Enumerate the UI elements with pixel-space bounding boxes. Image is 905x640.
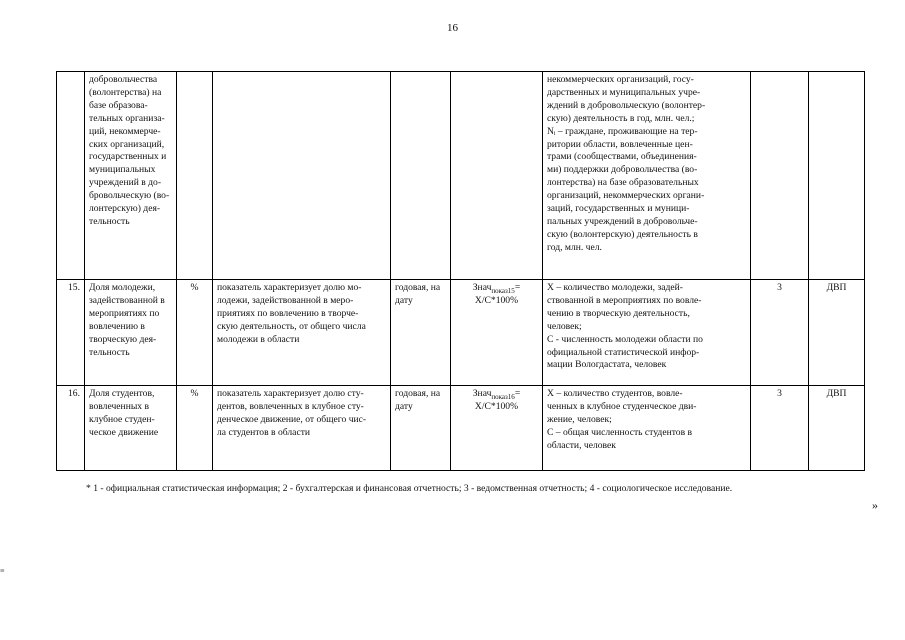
variables-description-line: пальных учреждений в добровольче- (547, 215, 698, 227)
formula-expression: Х/С*100% (474, 400, 519, 412)
definition-cell (213, 72, 391, 280)
responsible-cell: ДВП (809, 386, 865, 471)
variables-description-line: человек; (547, 320, 582, 332)
variables-description-line: области, человек (547, 439, 616, 451)
definition-line: скую деятельность, от общего числа (217, 320, 366, 332)
indicator-name-line: государственных и (89, 151, 167, 163)
indicator-name-line: творческую дея- (89, 333, 157, 345)
indicator-name-line: Доля студентов, (89, 388, 155, 399)
variables-description-line: официальной статистической инфор- (547, 346, 700, 358)
definition-cell (213, 280, 391, 386)
unit-cell (177, 72, 213, 280)
formula-subscript: показ16 (491, 392, 515, 401)
periodicity-cell (391, 386, 451, 471)
formula-subscript: показ15 (491, 286, 515, 295)
table-row (57, 72, 865, 280)
indicator-table (56, 71, 865, 471)
variables-description-line: Nᵢ – граждане, проживающие на тер- (547, 125, 698, 137)
variables-description-line: год, млн. чел. (547, 241, 602, 253)
periodicity-line: годовая, на (395, 282, 441, 293)
indicator-name-line: клубное студен- (89, 413, 155, 425)
variables-description-line: С - численность молодежи области по (547, 333, 703, 345)
definition-line: дентов, вовлеченных в клубное сту- (217, 400, 364, 412)
indicator-name-line: тельных организа- (89, 112, 165, 124)
variables-description-line: ждений в добровольческую (волонтер- (547, 99, 706, 111)
indicator-name-cell (85, 72, 177, 280)
variables-description-line: лонтерства) на базе образовательных (547, 177, 699, 189)
variables-description-line: ритории области, вовлеченные цен- (547, 138, 693, 150)
variables-description-line: ченных в клубное студенческое дви- (547, 400, 697, 412)
variables-description-cell (543, 280, 751, 386)
periodicity-line: годовая, на (395, 388, 441, 399)
variables-description-line: организаций, некоммерческих органи- (547, 190, 705, 202)
table-row (57, 280, 865, 386)
variables-description-line: заций, государственных и муници- (547, 203, 690, 215)
definition-line: ла студентов в области (217, 426, 311, 438)
indicator-name-line: ческое движение (89, 426, 159, 438)
definition-line: показатель характеризует долю мо- (217, 282, 362, 293)
indicator-name-line: муниципальных (89, 164, 156, 176)
responsible-cell (809, 72, 865, 280)
indicator-name-line: тельность (89, 215, 130, 227)
formula-cell (451, 386, 543, 471)
definition-line: показатель характеризует долю сту- (217, 388, 364, 399)
responsible-cell: ДВП (809, 280, 865, 386)
unit-cell: % (177, 386, 213, 471)
variables-description-line: Х – количество молодежи, задей- (547, 282, 683, 293)
variables-description-line: Х – количество студентов, вовле- (547, 388, 683, 399)
variables-description-line: ми) поддержки добровольчества (во- (547, 164, 698, 176)
periodicity-cell (391, 280, 451, 386)
periodicity-line: дату (395, 294, 413, 306)
variables-description-line: дарственных и муниципальных учре- (547, 86, 701, 98)
formula-equals: = (514, 388, 521, 399)
indicator-name-line: вовлечению в (89, 320, 145, 332)
variables-description-line: жение, человек; (547, 413, 612, 425)
definition-line: приятиях по вовлечению в творче- (217, 307, 359, 319)
indicator-name-cell (85, 280, 177, 386)
periodicity-line: дату (395, 400, 413, 412)
row-number-cell: 16. (57, 386, 85, 471)
indicator-name-line: ских организаций, (89, 138, 165, 150)
variables-description-line: скую (волонтерскую) деятельность в (547, 228, 698, 240)
definition-line: денческое движение, от общего чис- (217, 413, 367, 425)
formula-cell (451, 72, 543, 280)
variables-description-line: скую) деятельность в год, млн. чел.; (547, 112, 695, 124)
indicator-name-line: (волонтерства) на (89, 86, 162, 98)
formula-symbol: Знач (472, 388, 492, 399)
indicator-name-line: базе образова- (89, 99, 148, 111)
variables-description-cell (543, 72, 751, 280)
definition-line: лодежи, задействованной в меро- (217, 294, 354, 306)
indicator-name-line: ций, некоммерче- (89, 125, 161, 137)
indicator-name-line: лонтерскую) дея- (89, 203, 161, 215)
indicator-name-line: добровольчества (89, 74, 158, 85)
formula-symbol: Знач (472, 282, 492, 293)
row-number-cell (57, 72, 85, 280)
indicator-name-cell (85, 386, 177, 471)
page-number: 16 (447, 22, 458, 34)
footnote: * 1 - официальная статистическая информация; 2 - бухгалтерская и финансовая отчетность; 3 - ведомственная отчетность; 4 - социологическое исследование. (86, 483, 733, 494)
data-source-cell (751, 72, 809, 280)
variables-description-line: мации Вологдастата, человек (547, 359, 667, 371)
definition-cell (213, 386, 391, 471)
variables-description-line: некоммерческих организаций, госу- (547, 74, 694, 85)
indicator-name-line: вовлеченных в (89, 400, 149, 412)
formula-expression: Х/С*100% (474, 294, 519, 306)
variables-description-line: С – общая численность студентов в (547, 426, 693, 438)
indicator-name-line: тельность (89, 346, 130, 358)
indicator-name-line: Доля молодежи, (89, 282, 156, 293)
table-row (57, 386, 865, 471)
variables-description-cell (543, 386, 751, 471)
data-source-cell: 3 (751, 386, 809, 471)
formula-cell (451, 280, 543, 386)
variables-description-line: трами (сообществами, объединения- (547, 151, 697, 163)
formula-line (455, 388, 538, 401)
periodicity-cell (391, 72, 451, 280)
formula-equals: = (514, 282, 521, 293)
closing-quote-mark: » (872, 498, 878, 512)
margin-mark: ≡ (0, 566, 5, 575)
variables-description-line: чению в творческую деятельность, (547, 307, 690, 319)
indicator-name-line: мероприятиях по (89, 307, 160, 319)
variables-description-line: ствованной в мероприятиях по вовле- (547, 294, 702, 306)
indicator-name-line: бровольческую (во- (89, 190, 170, 202)
formula-line (455, 282, 538, 295)
unit-cell: % (177, 280, 213, 386)
indicator-name-line: учреждений в до- (89, 177, 162, 189)
indicator-name-line: задействованной в (89, 294, 165, 306)
data-source-cell: 3 (751, 280, 809, 386)
definition-line: молодежи в области (217, 333, 300, 345)
row-number-cell: 15. (57, 280, 85, 386)
